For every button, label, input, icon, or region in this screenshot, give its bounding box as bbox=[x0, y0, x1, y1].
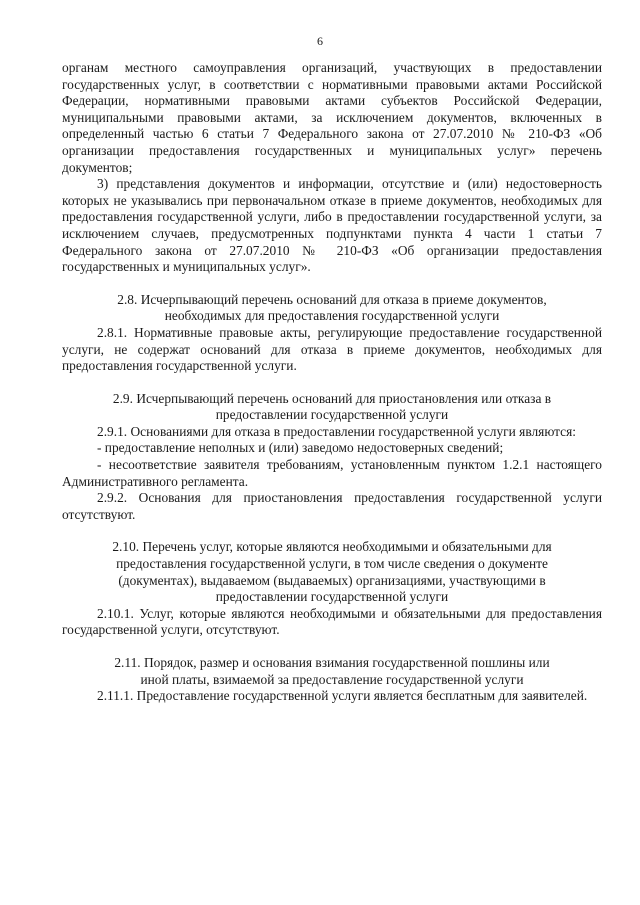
section-heading-2-10: 2.10. Перечень услуг, которые являются необходимыми и обязательными для предоставления государственной услуги, в том числе сведения о документе (документах), выдаваемом (выдаваемых) организациями, участвующими в предоставлении государственной услуги bbox=[112, 539, 552, 605]
paragraph-2-9-1: 2.9.1. Основаниями для отказа в предоставлении государственной услуги являются: bbox=[97, 423, 576, 439]
section-heading-2-11: 2.11. Порядок, размер и основания взимания государственной пошлины или иной платы, взимаемой за предоставление государственной услуги bbox=[114, 655, 550, 687]
spacer bbox=[62, 375, 602, 391]
spacer bbox=[62, 276, 602, 292]
list-item-incomplete-info: - предоставление неполных и (или) заведомо недостоверных сведений; bbox=[97, 440, 504, 456]
section-heading-2-9: 2.9. Исчерпывающий перечень оснований для приостановления или отказа в предоставлении государственной услуги bbox=[112, 390, 552, 423]
paragraph-2-10-1: 2.10.1. Услуг, которые являются необходимыми и обязательными для предоставления государственной услуги, отсутствуют. bbox=[62, 605, 602, 638]
spacer bbox=[62, 523, 602, 539]
document-body bbox=[62, 60, 602, 705]
paragraph-continuation: органам местного самоуправления организаций, участвующих в предоставлении государственных услуг, в соответствии с нормативными правовыми актами Российской Федерации, нормативными правовыми актами субъектов Российской Федерации, муниципальными правовыми актами, за исключением документов, включенных в определенный частью 6 статьи 7 Федерального закона от 27.07.2010 № 210-ФЗ «Об организации предоставления государственных и муниципальных услуг» перечень документов; bbox=[62, 60, 602, 175]
section-heading-2-8: 2.8. Исчерпывающий перечень оснований для отказа в приеме документов, необходимых для предоставления государственной услуги bbox=[117, 291, 547, 324]
spacer bbox=[62, 639, 602, 655]
paragraph-2-8-1: 2.8.1. Нормативные правовые акты, регулирующие предоставление государственной услуги, не содержат оснований для отказа в приеме документов, необходимых для предоставления государственной услуги. bbox=[62, 324, 602, 374]
paragraph-2-11-1: 2.11.1. Предоставление государственной услуги является бесплатным для заявителей. bbox=[97, 688, 588, 704]
paragraph-item-3: 3) представления документов и информации, отсутствие и (или) недостоверность которых не указывались при первоначальном отказе в приеме документов, необходимых для предоставления государственной услуги, либо в предоставлении государственной услуги, за исключением случаев, предусмотренных подпунктами пункта 4 части 1 статьи 7 Федерального закона от 27.07.2010 № 210-ФЗ «Об организации предоставления государственных и муниципальных услуг». bbox=[62, 176, 602, 275]
list-item-noncompliance: - несоответствие заявителя требованиям, установленным пунктом 1.2.1 настоящего Административного регламента. bbox=[62, 457, 602, 489]
page-number: 6 bbox=[317, 34, 323, 48]
paragraph-2-9-2: 2.9.2. Основания для приостановления предоставления государственной услуги отсутствуют. bbox=[62, 490, 602, 522]
